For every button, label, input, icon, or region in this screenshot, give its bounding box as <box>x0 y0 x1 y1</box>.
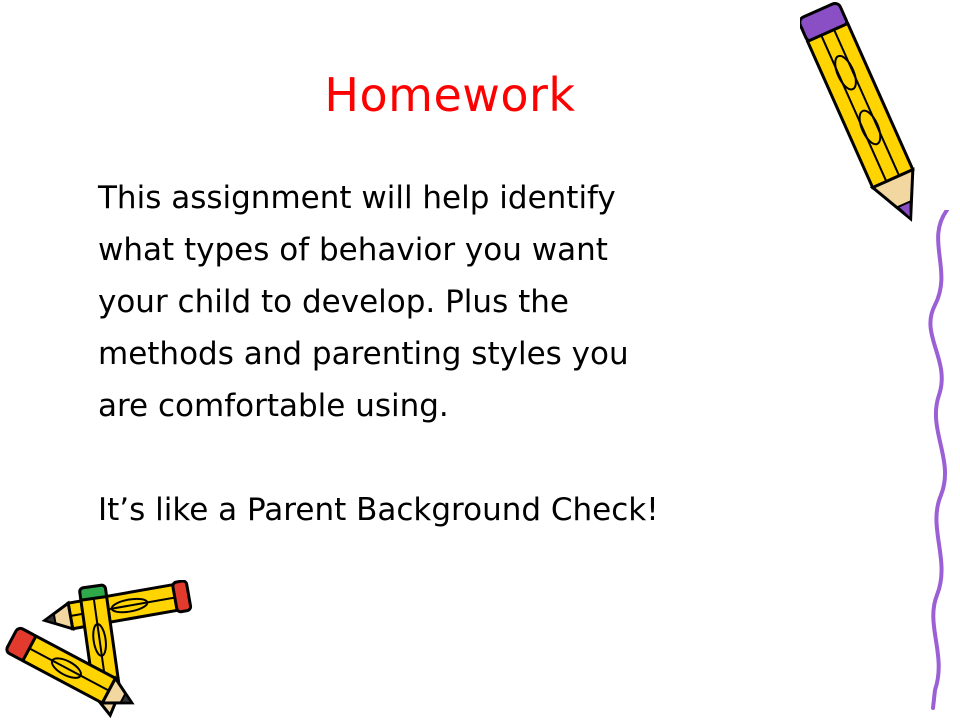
squiggle-line-decoration <box>905 210 960 710</box>
body-line-1: This assignment will help identify <box>98 180 616 216</box>
slide-title: Homework <box>324 68 576 122</box>
body-line-3: your child to develop. Plus the <box>98 284 569 320</box>
slide-body <box>98 172 818 536</box>
body-line-2: what types of behavior you want <box>98 232 608 268</box>
pencil-icon <box>800 0 960 240</box>
body-line-5: are comfortable using. <box>98 388 449 424</box>
pencils-icon <box>0 580 200 720</box>
body-line-4: methods and parenting styles you <box>98 336 629 372</box>
paragraph-gap <box>98 432 818 484</box>
closing-line: It’s like a Parent Background Check! <box>98 492 659 528</box>
